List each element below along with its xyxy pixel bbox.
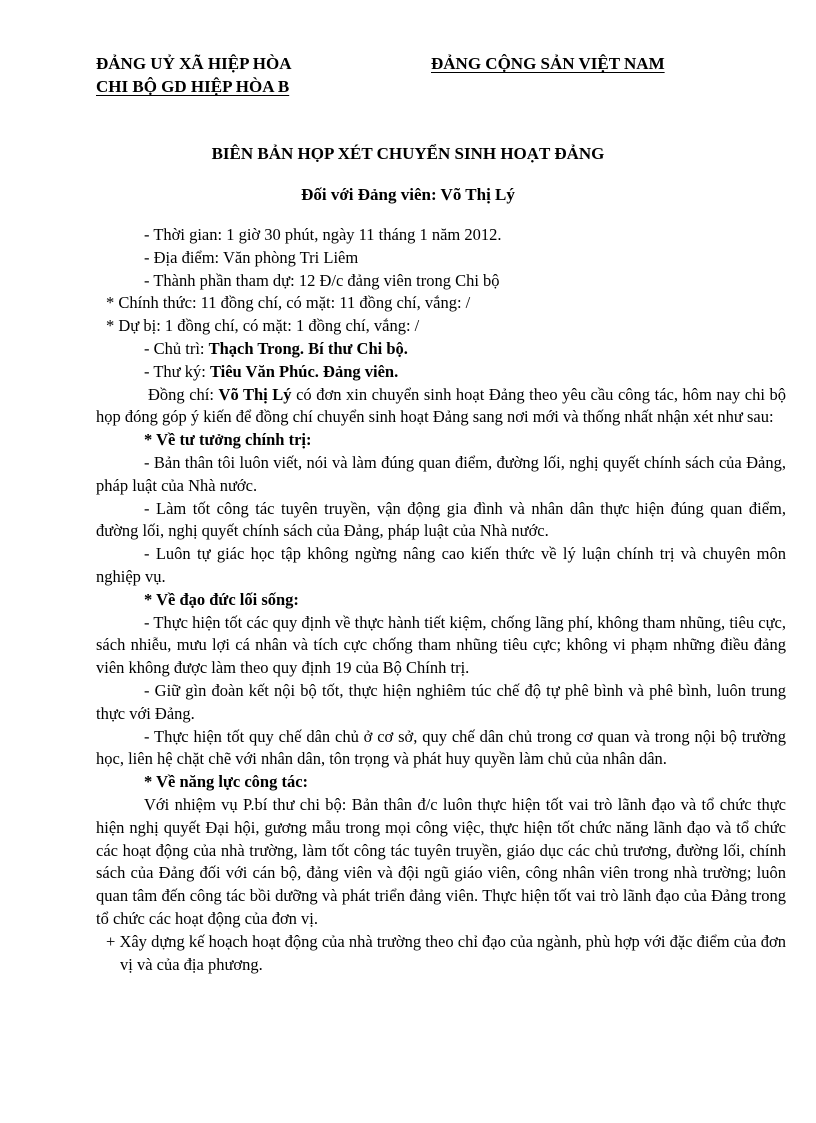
capacity-paragraph: Với nhiệm vụ P.bí thư chi bộ: Bản thân đ/c luôn thực hiện tốt vai trò lãnh đạo và tổ chức thực hiện nghị quyết Đại hội, gương mẫu trong mọi công việc, thực hiện tốt chức năng lãnh đạo và tổ chức các hoạt động của nhà trường, làm tốt công tác tuyên truyền, giáo dục các chủ trương, đường lối, chính sách của Đảng đối với cán bộ, đảng viên và đội ngũ giáo viên, công nhân viên trong nhà trường; luôn quan tâm đến công tác bồi dưỡng và phát triển đảng viên. Thực hiện tốt vai trò lãnh đạo của Đảng trong tổ chức các hoạt động của đơn vị. (96, 794, 786, 928)
secretary-name: Tiêu Văn Phúc. Đảng viên. (209, 361, 399, 381)
ethics-item: - Thực hiện tốt các quy định về thực hành tiết kiệm, chống lãng phí, không tham nhũng, tiêu cực, sách nhiễu, mưu lợi cá nhân và tích cực chống tham nhũng tiêu cực; không vi phạm những điều đảng viên không được làm theo quy định 19 của Bộ Chính trị. (96, 612, 786, 678)
meeting-secretary (96, 361, 786, 384)
politics-item: - Luôn tự giác học tập không ngừng nâng cao kiến thức về lý luận chính trị và chuyên môn nghiệp vụ. (96, 544, 786, 586)
document-subtitle: Đối với Đảng viên: Võ Thị Lý (301, 185, 515, 204)
capacity-plus-item: + Xây dựng kế hoạch hoạt động của nhà trường theo chỉ đạo của ngành, phù hợp với đặc điểm của đơn vị và của địa phương. (106, 931, 786, 974)
politics-heading: * Về tư tưởng chính trị: (144, 430, 312, 450)
meeting-place: - Địa điểm: Văn phòng Tri Liêm (144, 247, 359, 267)
document-title: BIÊN BẢN HỌP XÉT CHUYỂN SINH HOẠT ĐẢNG (211, 144, 605, 163)
intro-text: có đơn xin chuyển sinh hoạt Đảng theo yêu cầu công tác, hôm nay chi bộ họp đóng góp ý kiến để đồng chí chuyển sinh hoạt Đảng sang nơi mới và thống nhất nhận xét như sau: (96, 384, 787, 427)
party-name: ĐẢNG CỘNG SẢN VIỆT NAM (431, 54, 665, 73)
reserve-members: * Dự bị: 1 đồng chí, có mặt: 1 đồng chí, vắng: / (106, 316, 420, 336)
capacity-heading: * Về năng lực công tác: (144, 772, 309, 792)
politics-item: - Bản thân tôi luôn viết, nói và làm đúng quan điểm, đường lối, nghị quyết chính sách của Đảng, pháp luật của Nhà nước. (96, 452, 786, 495)
party-committee-name: ĐẢNG UỶ XÃ HIỆP HÒA (96, 54, 292, 73)
intro-prefix: Đồng chí: (148, 384, 219, 404)
ethics-item: - Giữ gìn đoàn kết nội bộ tốt, thực hiện nghiêm túc chế độ tự phê bình và phê bình, luôn trung thực với Đảng. (96, 680, 786, 723)
politics-item: - Làm tốt công tác tuyên truyền, vận động gia đình và nhân dân thực hiện đúng quan điểm, đường lối, nghị quyết chính sách của Đảng, pháp luật của Nhà nước. (96, 498, 786, 541)
meeting-chair (96, 338, 786, 361)
chair-name: Thạch Trong. Bí thư Chi bộ. (208, 338, 408, 358)
meeting-time: - Thời gian: 1 giờ 30 phút, ngày 11 tháng 1 năm 2012. (144, 225, 502, 244)
party-cell-name: CHI BỘ GD HIỆP HÒA B (96, 77, 290, 96)
official-members: * Chính thức: 11 đồng chí, có mặt: 11 đồng chí, vắng: / (106, 293, 471, 313)
intro-paragraph (96, 384, 786, 430)
member-name: Võ Thị Lý (218, 384, 292, 404)
chair-label: - Chủ trì: (144, 338, 209, 358)
ethics-item: - Thực hiện tốt quy chế dân chủ ở cơ sở, quy chế dân chủ trong cơ quan và trong nội bộ trường học, liên hệ chặt chẽ với nhân dân, tôn trọng và phát huy quyền làm chủ của nhân dân. (96, 726, 786, 769)
secretary-label: - Thư ký: (144, 361, 210, 381)
meeting-participants: - Thành phần tham dự: 12 Đ/c đảng viên trong Chi bộ (144, 270, 500, 290)
ethics-heading: * Về đạo đức lối sống: (144, 589, 299, 609)
document-body (96, 224, 786, 976)
